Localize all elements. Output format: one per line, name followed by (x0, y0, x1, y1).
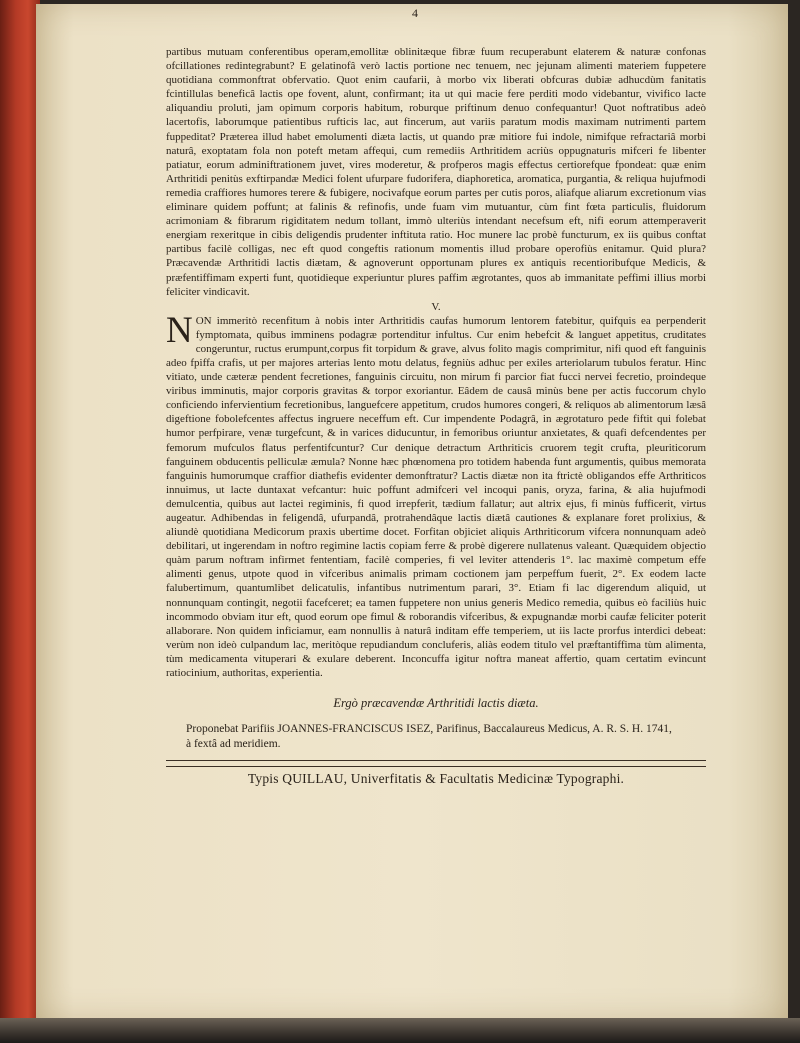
defence-statement: Proponebat Parifiis JOANNES-FRANCISCUS ISEZ, Parifinus, Baccalaureus Medicus, A. R. S. H. 1741, à fextâ ad meridiem. (186, 723, 672, 751)
paragraph-section-v-text: ON immeritò recenfitum à nobis inter Arthritidis caufas humorum lentorem fatebitur, quifquis ea perpenderit fymptomata, quibus imminens podagræ portenditur infultus. Cur enim hebefcit & languet appetitus, cruditates congeruntur, ructus erumpunt,corpus fit torpidum & grave, alvus folito magis comprimitur, nifi quod eft fanguinis adeo fpiffa crafis, ut per majores arterias lento motu delatus, fegniùs adhuc per exiles arteriolarum tubulos feratur. Hinc vitiato, unde cæteræ pendent fecretiones, fanguinis circuitu, non mirum fi parcior fiat fucci nervei fecretio, proindeque viribus imminutis, major corporis gravitas & torpor exoriantur. Eâdem de causâ minùs bene per actis fuccorum chylo conficiendo infervientium fecretionibus, languefcere appetitum, crudos humores congeri, & reliquos ab alimentorum læsâ digeftione fobolefcentes affectus ingruere neceffum eft. Cur impendente Podagrâ, in ægrotaturo pede fiftit qui folebat humor perfpirare, venæ turgefcunt, & in varices diducuntur, in femoribus oriuntur anxietates, & quafi defcendentes per femorum mufculos flatus perfentifcuntur? Cur denique detractum Arthriticis cruorem tegit crufta, pleuriticorum fanguinem obducentis pelliculæ æmula? Nonne hæc phœnomena pro totidem habenda funt argumentis, quibus memorata fanguinis humorumque craffior diathefis evidenter demonftratur? Lactis diætæ non ita ftrictè obligandos effe Arthriticos innuimus, ut lacte duntaxat vefcantur: huic poffunt admifceri vel incoqui panis, oryza, farina, & alia hujufmodi demulcentia, quibus aut lactei regiminis, fi quod irrepferit, tædium fallatur; aut altrix ejus, fi minùs fufficerit, virtus augeatur. Adhibendas in feligendâ, ufurpandâ, protrahendâque lactis diætâ cautiones & explanare foret prolixius, & aliundè quotidiana Medicorum praxis ubertime docet. Forfitan objiciet aliquis Arthriticorum vifcera nonnunquam adeò debilitari, ut ingerendam in noftro regimine lactis copiam ferre & probè digerere nullatenus valeant. Quæquidem objectio quàm parum noftram infirmet fententiam, facilè comperies, fi vel leviter attenderis 1°. lac maximè competum effe alimenti genus, utpote quod in vifceribus animalis primam coctionem jam perpeffum fuerit, 2°. Ex eodem lacte falubertimum, quantumlibet delicatulis, infantibus nutrimentum parari, 3°. Etiam fi lac digerendum aliquid, ut nonnunquam contingit, negotii facefceret; ea tamen fuppetere non unius generis Medico remedia, quibus eò faciliùs huic incommodo obviam itur eft, quod eorum ope fimul & roborandis vifceribus, & expugnandæ morbi caufæ feliciter poterit allaborare. Non quidem inficiamur, eam nonnullis à naturâ inditam effe temperiem, ut iis lacte prorfus interdici debeat: verùm non ideò culpandum lac, meritòque repudiandum concluferis, aliàs eodem titulo vel præftantiffima tùm alimenta, tùm medicamenta vituperari & exulare deberent. Inconcuffa igitur noftra maneat affertio, quam certatim evincunt ratiocinium, authoritas, experientia. (166, 314, 706, 680)
paragraph-continued: partibus mutuam conferentibus operam,emollitæ oblinitæque fibræ fuum recuperabunt elaterem & naturæ confonas ofcillationes redintegrabunt? E gelatinofâ verò lactis portione nec tenuem, nec jejunam alimenti materiem fuppetere quotidiana commonftrat obfervatio. Quot enim caufarii, à morbo vix liberati obfcuras dubiæ adhucdùm fanitatis fcintillulas beneficâ lactis ope fovent, alunt, confirmant; ita ut qui macie fere perditi modo videbantur, vivifico lacte aliquandiu proluti, jam opimum corporis habitum, roburque priftinum denuo confequantur! Quot noftratibus adeò lacertofis, laborumque patientibus rufticis lac, aut fincerum, aut variis paratum modis maximam nutrimenti partem fuppeditat? Præterea illud habet emolumenti diæta lactis, ut quando præ mitiore fui indole, nimifque refractariâ morbi naturâ, exoptatam fola non poteft metam affequi, cum remediis Arthritidem acriùs oppugnaturis mifceri fe libenter patiatur, eorum adminiftrationem juvet, vires moderetur, & profperos magis effectus certiorefque fpondeat: quæ enim Arthritidi penitùs exftirpandæ Medici folent ufurpare fudorifera, diaphoretica, aromatica, purgantia, & reliqua hujufmodi remedia craffiores humores terere & fubigere, nocivafque eorum partes per cutis poros, aliafque aliarum excretionum vias eliminare quidem poffunt; at falinis & refinofis, unde fuam vim mutuantur, cùm fint fœta particulis, fluidorum acrimoniam & fibrarum rigiditatem nedum tollant, immò ulteriùs intendant necefsum eft, nifi eorum attemperaverit energiam rexeritque in cibis deligendis prudenter inftituta ratio. Hoc munere lac probè functurum, ex iis quibus conftat partibus facilè colligas, nec eft quod congeftis rationum momentis illud probare operofiùs enitamur. Quid plura? Præcavendæ Arthritidi lactis diætam, & agnoverunt opportunam plures ex antiquis recentioribufque Medicis, & præfentiffimam experti funt, quotidieque experiuntur plures paffim ægrotantes, quos ab immanitate peffimi illius morbi feliciter vindicavit. (166, 46, 706, 298)
scanner-bottom-edge (0, 1018, 800, 1043)
printer-imprint: Typis QUILLAU, Univerfitatis & Facultatis Medicinæ Typographi. (247, 771, 625, 787)
section-heading: V. (431, 300, 441, 313)
double-rule-divider (166, 760, 706, 767)
book-page (36, 4, 788, 1020)
page-number: 4 (412, 6, 418, 20)
paragraph-section-v (166, 309, 706, 680)
book-spine-red-edge (0, 0, 40, 1043)
page-text-block (166, 45, 706, 786)
drop-cap-letter: N (166, 309, 193, 351)
thesis-conclusion: Ergò præcavendæ Arthritidi lactis diæta. (333, 696, 539, 711)
